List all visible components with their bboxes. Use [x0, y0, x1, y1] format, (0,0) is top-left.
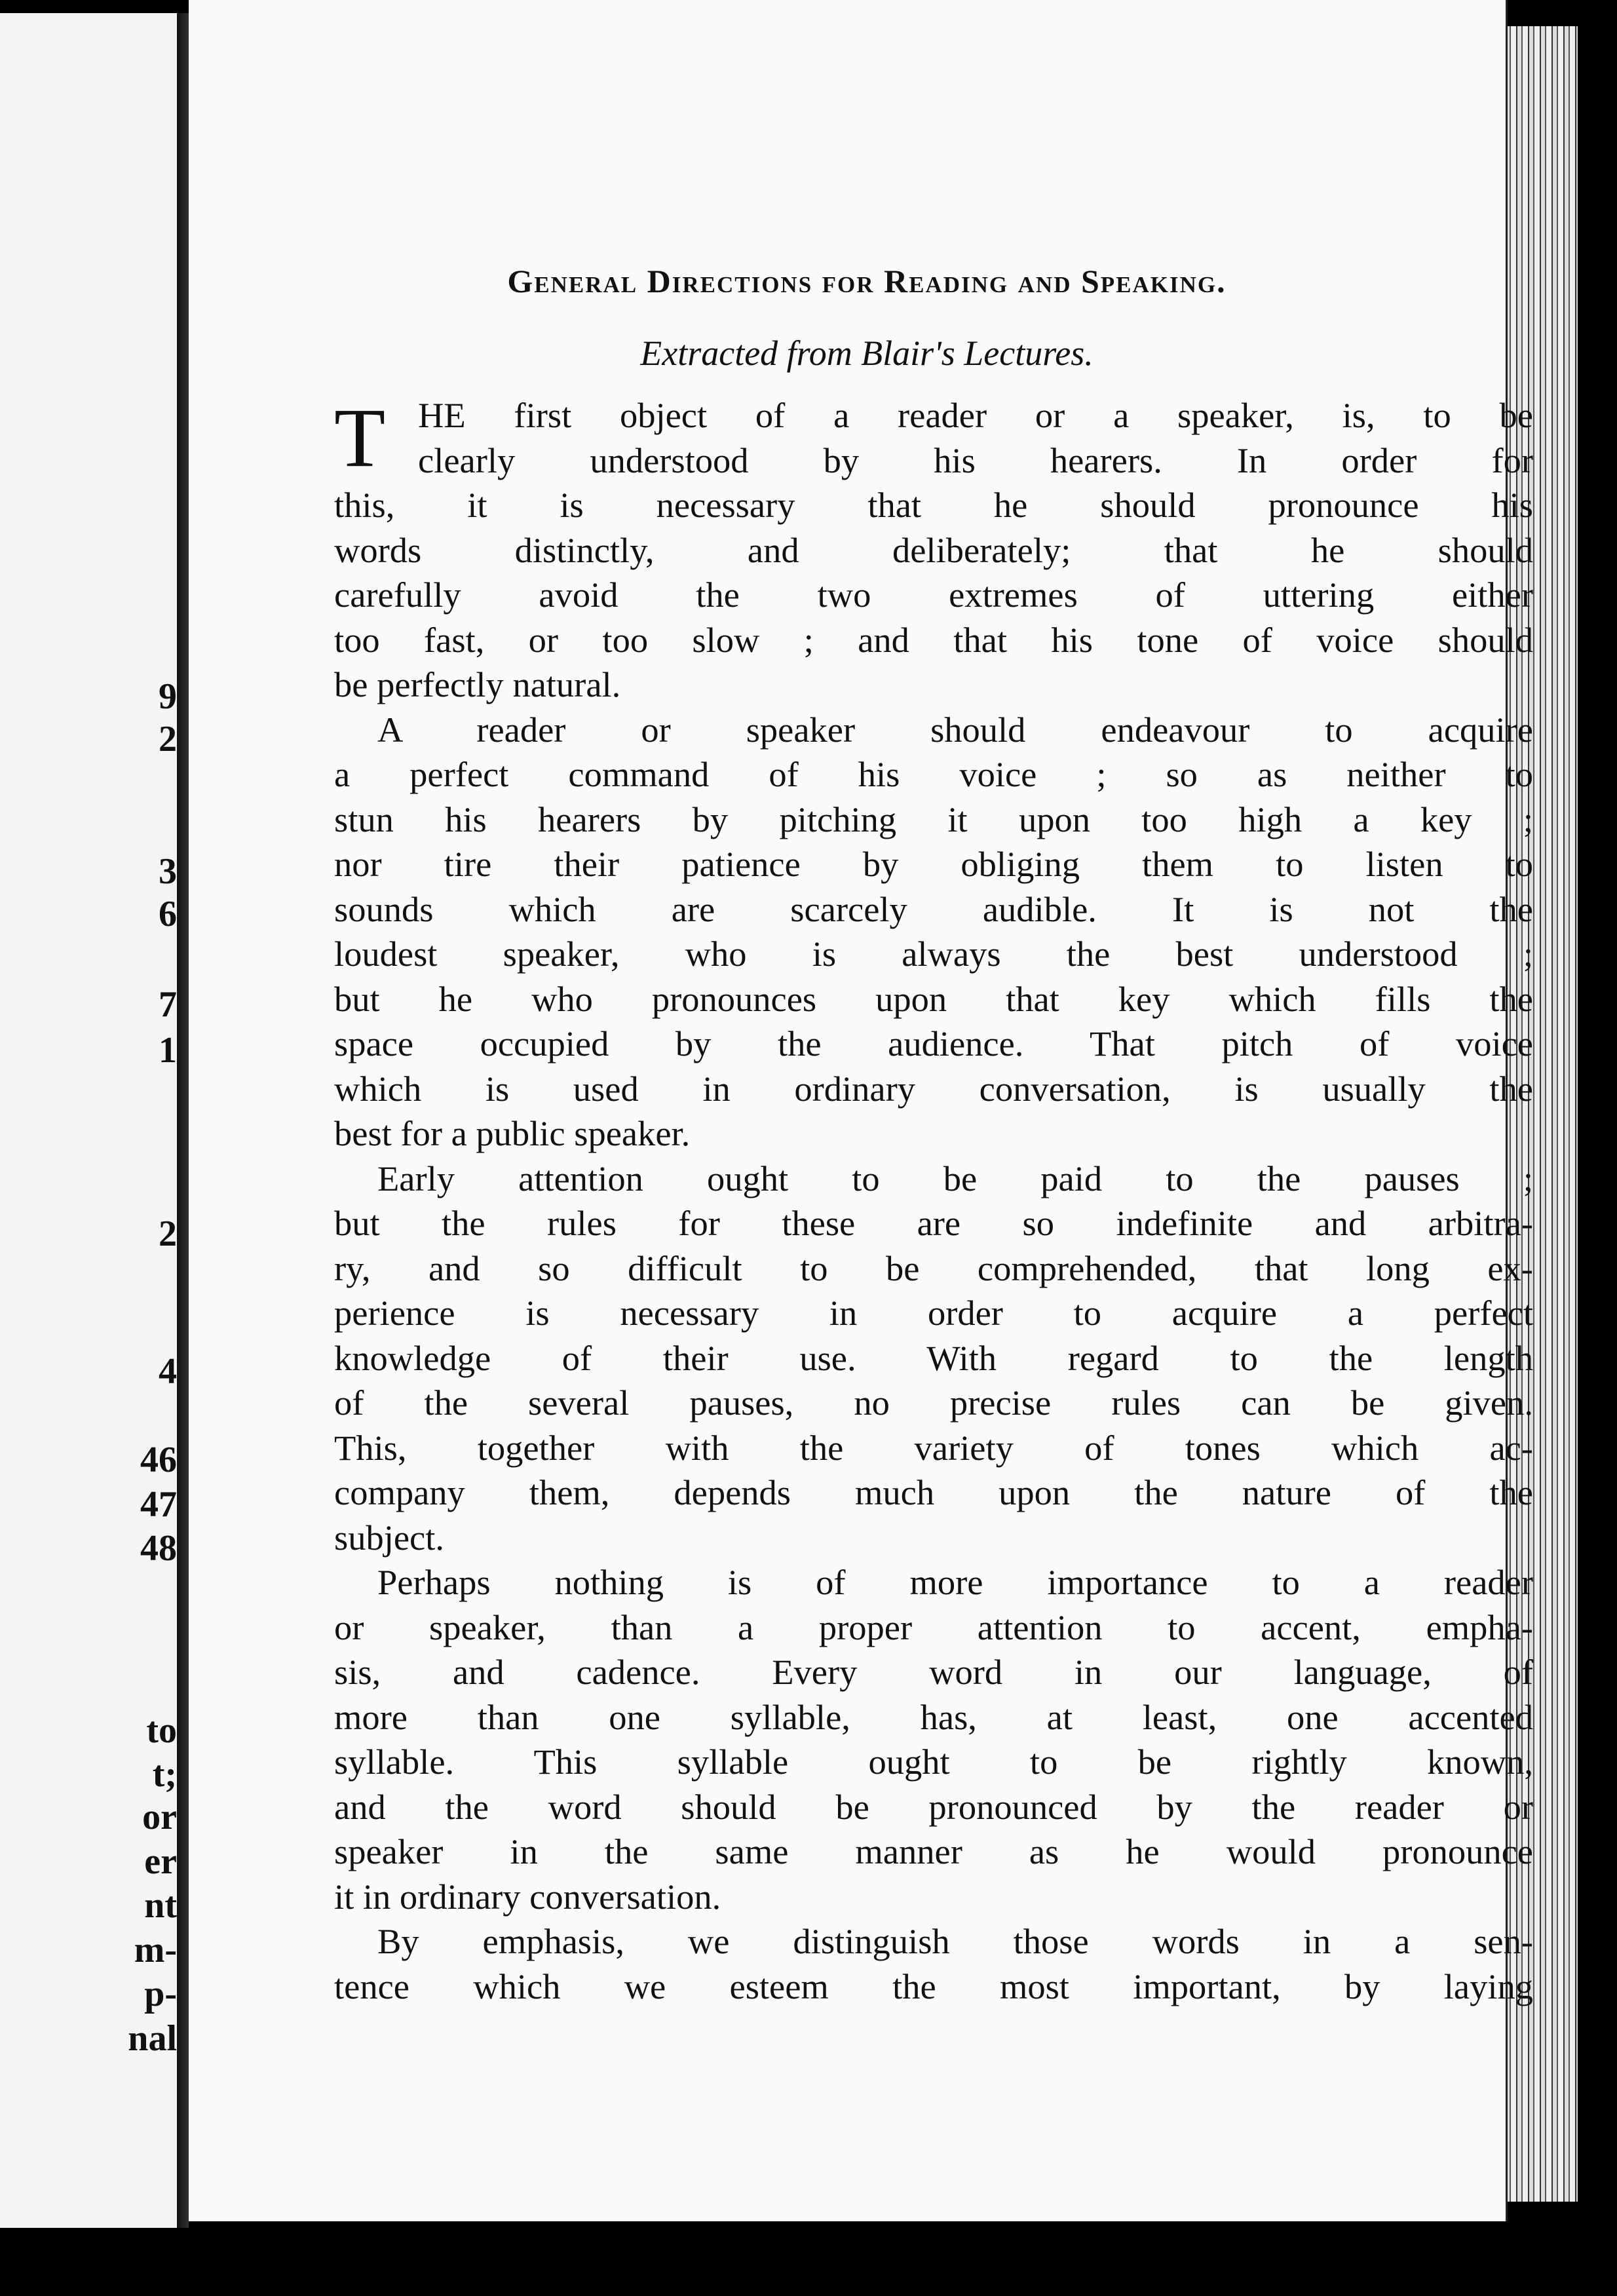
left-page-fragment-text: t; — [152, 1754, 177, 1795]
text-line: which is used in ordinary conversation, is usually the — [334, 1068, 1533, 1109]
text-line: carefully avoid the two extremes of uttering either — [334, 575, 1533, 615]
left-page-fragment-text: p- — [144, 1974, 177, 2014]
body-text — [334, 393, 1533, 2009]
text-line: syllable. This syllable ought to be rightly known, — [334, 1742, 1533, 1782]
book-gutter — [177, 13, 189, 2228]
paragraph — [334, 708, 1533, 1157]
left-page-fragment-text: m- — [134, 1930, 177, 1970]
text-line: tence which we esteem the most important, by laying — [334, 1966, 1533, 2006]
text-line: sounds which are scarcely audible. It is not the — [334, 889, 1533, 929]
left-page-fragment-text: to — [146, 1710, 177, 1751]
text-line: this, it is necessary that he should pronounce his — [334, 485, 1533, 525]
drop-cap: T — [334, 391, 386, 484]
text-line: loudest speaker, who is always the best understood ; — [334, 934, 1533, 974]
text-line: HE first object of a reader or a speaker, is, to be — [418, 395, 1533, 435]
text-line: This, together with the variety of tones which ac- — [334, 1427, 1533, 1468]
text-line: Early attention ought to be paid to the pauses ; — [377, 1158, 1533, 1198]
text-line: of the several pauses, no precise rules can be given. — [334, 1383, 1533, 1423]
text-line: Perhaps nothing is of more importance to a reader — [377, 1562, 1533, 1602]
text-line: ry, and so difficult to be comprehended, that long ex- — [334, 1248, 1533, 1288]
text-line: too fast, or too slow ; and that his tone of voice should — [334, 619, 1533, 660]
paragraph — [334, 1157, 1533, 1561]
text-line: space occupied by the audience. That pitch of voice — [334, 1024, 1533, 1063]
text-line: nor tire their patience by obliging them to listen to — [334, 844, 1533, 884]
text-line: and the word should be pronounced by the reader or — [334, 1786, 1533, 1827]
left-page-fragment-text: 9 — [159, 676, 177, 717]
left-page-fragment — [0, 13, 177, 2228]
left-page-fragment-text: 46 — [140, 1440, 177, 1480]
text-line: perience is necessary in order to acquire a perfect — [334, 1293, 1533, 1333]
text-line: best for a public speaker. — [334, 1113, 691, 1153]
left-page-fragment-text: 4 — [159, 1351, 177, 1392]
left-page-fragment-text: nal — [128, 2018, 177, 2059]
text-line: words distinctly, and deliberately; that he should — [334, 529, 1533, 570]
text-line: or speaker, than a proper attention to accent, empha- — [334, 1607, 1533, 1647]
book-page — [189, 0, 1533, 2221]
left-page-fragment-text: 7 — [159, 984, 177, 1025]
text-line: stun his hearers by pitching it upon too high a key ; — [334, 799, 1533, 839]
text-line: be perfectly natural. — [334, 664, 621, 704]
page-subheading: Extracted from Blair's Lectures. — [640, 334, 1094, 373]
page-heading: General Directions for Reading and Speaking. — [507, 263, 1227, 299]
text-line: but the rules for these are so indefinite and arbitra- — [334, 1203, 1533, 1243]
text-line: subject. — [334, 1517, 444, 1558]
text-line: By emphasis, we distinguish those words in a sen- — [377, 1921, 1533, 1961]
left-page-fragment-text: or — [142, 1797, 177, 1837]
paragraph — [334, 1919, 1533, 2009]
text-line: it in ordinary conversation. — [334, 1876, 721, 1917]
text-line: a perfect command of his voice ; so as neither to — [334, 754, 1533, 794]
text-line: more than one syllable, has, at least, one accented — [334, 1696, 1533, 1737]
left-page-fragment-text: er — [144, 1841, 177, 1882]
left-page-fragment-text: 1 — [159, 1030, 177, 1071]
text-line: company them, depends much upon the nature of the — [334, 1472, 1533, 1512]
text-line: A reader or speaker should endeavour to acquire — [377, 709, 1533, 750]
left-page-fragment-text: 47 — [140, 1484, 177, 1525]
paragraph — [334, 393, 1533, 708]
left-page-fragment-text: nt — [144, 1885, 177, 1926]
text-line: clearly understood by his hearers. In order for — [418, 440, 1533, 480]
text-line: but he who pronounces upon that key which fills the — [334, 978, 1533, 1019]
left-page-fragment-text: 48 — [140, 1528, 177, 1569]
left-page-fragment-text: 2 — [159, 1214, 177, 1254]
paragraph — [334, 1560, 1533, 1919]
left-page-fragment-text: 3 — [159, 851, 177, 892]
text-line: knowledge of their use. With regard to the length — [334, 1337, 1533, 1378]
left-page-fragment-text: 2 — [159, 719, 177, 759]
left-page-fragment-text: 6 — [159, 894, 177, 934]
text-line: speaker in the same manner as he would pronounce — [334, 1831, 1533, 1871]
text-line: sis, and cadence. Every word in our language, of — [334, 1652, 1533, 1692]
